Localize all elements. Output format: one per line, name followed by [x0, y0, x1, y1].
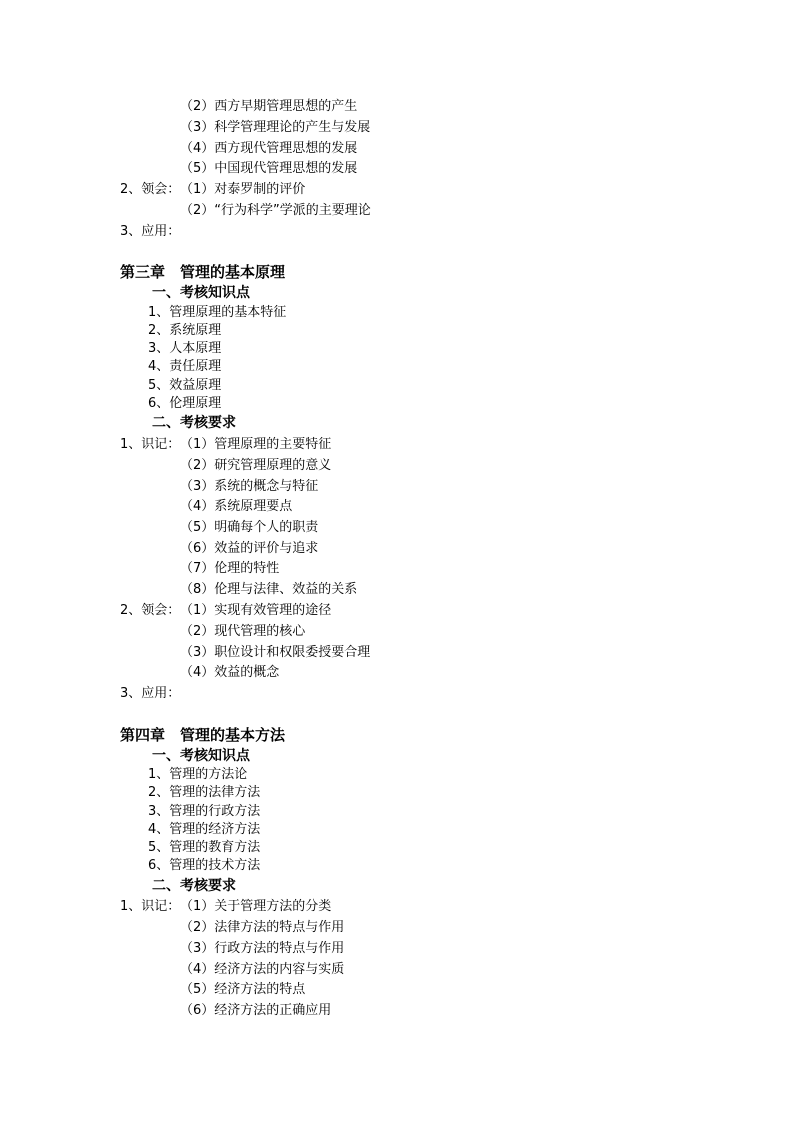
- list-item: （4）效益的概念: [180, 665, 280, 680]
- section-heading: 二、考核要求: [152, 878, 236, 894]
- list-item: （1）关于管理方法的分类: [180, 899, 332, 914]
- knowledge-point: 4、责任原理: [148, 359, 222, 374]
- requirement-label: 2、领会：: [120, 182, 181, 197]
- list-item: （6）经济方法的正确应用: [180, 1003, 332, 1018]
- list-item: （6）效益的评价与追求: [180, 541, 319, 556]
- section-heading: 一、考核知识点: [152, 285, 250, 301]
- list-item: （3）行政方法的特点与作用: [180, 941, 345, 956]
- chapter-title: 第三章 管理的基本原理: [120, 263, 286, 281]
- knowledge-point: 5、效益原理: [148, 378, 222, 393]
- section-heading: 一、考核知识点: [152, 748, 250, 764]
- list-item: （1）实现有效管理的途径: [180, 603, 332, 618]
- list-item: （2）现代管理的核心: [180, 624, 306, 639]
- list-item: （3）科学管理理论的产生与发展: [180, 120, 371, 135]
- chapter-title: 第四章 管理的基本方法: [120, 726, 286, 744]
- knowledge-point: 4、管理的经济方法: [148, 822, 261, 837]
- requirement-label: 1、识记：: [120, 437, 181, 452]
- list-item: （2）法律方法的特点与作用: [180, 920, 345, 935]
- requirement-label: 2、领会：: [120, 603, 181, 618]
- list-item: （1）管理原理的主要特征: [180, 437, 332, 452]
- list-item: （3）职位设计和权限委授要合理: [180, 645, 371, 660]
- list-item: （5）中国现代管理思想的发展: [180, 161, 358, 176]
- section-heading: 二、考核要求: [152, 415, 236, 431]
- list-item: （4）系统原理要点: [180, 499, 293, 514]
- requirement-label: 3、应用：: [120, 686, 181, 701]
- knowledge-point: 6、管理的技术方法: [148, 858, 261, 873]
- list-item: （2）西方早期管理思想的产生: [180, 99, 358, 114]
- knowledge-point: 1、管理的方法论: [148, 767, 248, 782]
- knowledge-point: 3、管理的行政方法: [148, 804, 261, 819]
- knowledge-point: 6、伦理原理: [148, 396, 222, 411]
- requirement-label: 1、识记：: [120, 899, 181, 914]
- list-item: （2）研究管理原理的意义: [180, 458, 332, 473]
- list-item: （8）伦理与法律、效益的关系: [180, 582, 358, 597]
- list-item: （3）系统的概念与特征: [180, 479, 319, 494]
- requirement-label: 3、应用：: [120, 224, 181, 239]
- knowledge-point: 1、管理原理的基本特征: [148, 305, 287, 320]
- knowledge-point: 3、人本原理: [148, 341, 222, 356]
- knowledge-point: 2、管理的法律方法: [148, 785, 261, 800]
- list-item: （1）对泰罗制的评价: [180, 182, 306, 197]
- list-item: （5）经济方法的特点: [180, 982, 306, 997]
- list-item: （4）经济方法的内容与实质: [180, 962, 345, 977]
- list-item: （4）西方现代管理思想的发展: [180, 141, 358, 156]
- list-item: （5）明确每个人的职责: [180, 520, 319, 535]
- list-item: （7）伦理的特性: [180, 561, 280, 576]
- list-item: （2）“行为科学”学派的主要理论: [180, 203, 371, 218]
- knowledge-point: 2、系统原理: [148, 323, 222, 338]
- knowledge-point: 5、管理的教育方法: [148, 840, 261, 855]
